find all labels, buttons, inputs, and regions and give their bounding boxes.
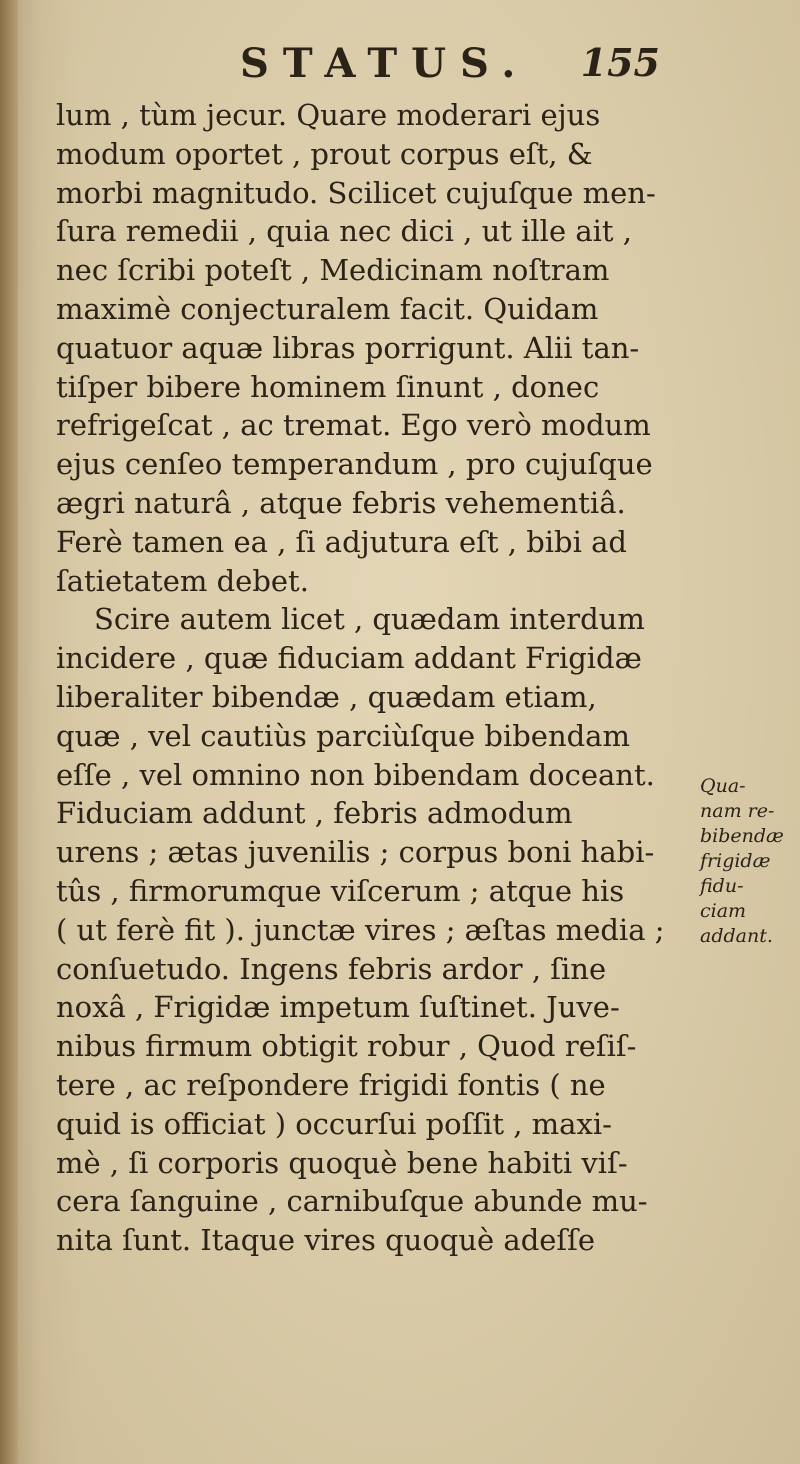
marginal-note-line: ciam (700, 900, 747, 922)
marginal-note-line: nam re- (700, 800, 775, 822)
text-line: Ferè tamen ea , ſi adjutura eſt , bibi ad (56, 524, 627, 559)
text-line: quæ , vel cautiùs parciùſque bibendam (56, 718, 630, 753)
text-line: noxâ , Frigidæ impetum ſuſtinet. Juve- (56, 990, 620, 1025)
page-header (240, 40, 660, 90)
marginal-note-line: Qua- (700, 775, 746, 797)
text-line: eſſe , vel omnino non bibendam doceant. (56, 757, 655, 792)
text-line: ejus cenſeo temperandum , pro cujuſque (56, 447, 653, 482)
text-line: urens ; ætas juvenilis ; corpus boni habi- (56, 835, 655, 870)
text-line: ſatietatem debet. (56, 563, 309, 598)
marginal-note-line: bibendæ (700, 825, 784, 847)
text-line: nec ſcribi poteſt , Medicinam noſtram (56, 253, 610, 288)
text-line: quid is officiat ) occurſui poſſit , maxi- (56, 1106, 612, 1141)
text-line: Fiduciam addunt , febris admodum (56, 796, 573, 831)
text-line: mè , ſi corporis quoquè bene habiti viſ- (56, 1145, 628, 1180)
text-line: maximè conjecturalem facit. Quidam (56, 291, 599, 326)
marginal-note-line: frigidæ (700, 850, 771, 872)
text-line: lum , tùm jecur. Quare moderari ejus (56, 98, 601, 132)
text-line: tere , ac reſpondere frigidi fontis ( ne (56, 1067, 606, 1102)
text-line: refrigeſcat , ac tremat. Ego verò modum (56, 408, 651, 443)
text-line: ægri naturâ , atque febris vehementiâ. (56, 485, 626, 520)
text-line: cera ſanguine , carnibuſque abunde mu- (56, 1184, 648, 1219)
text-line: quatuor aquæ libras porrigunt. Alii tan- (56, 330, 640, 365)
page-number: 155 (580, 40, 660, 85)
paragraph-start-line: Scire autem licet , quædam interdum (94, 602, 645, 637)
text-line: nita ſunt. Itaque vires quoquè adeſſe (56, 1223, 596, 1258)
marginal-note-line: fidu- (700, 875, 744, 897)
text-line: morbi magnitudo. Scilicet cujuſque men- (56, 175, 656, 210)
page-gutter (0, 0, 18, 1464)
text-line: ( ut ferè fit ). junctæ vires ; æſtas media ; (56, 912, 665, 947)
text-line: conſuetudo. Ingens febris ardor , ſine (56, 951, 607, 986)
body-text (56, 96, 696, 1260)
text-line: ſura remedii , quia nec dici , ut ille ait , (56, 214, 632, 249)
text-line: tiſper bibere hominem ſinunt , donec (56, 369, 600, 404)
marginal-note (700, 774, 800, 949)
marginal-note-line: addant. (700, 925, 773, 947)
text-line: nibus firmum obtigit robur , Quod reſiſ- (56, 1029, 637, 1064)
text-line: incidere , quæ fiduciam addant Frigidæ (56, 641, 642, 676)
text-line: liberaliter bibendæ , quædam etiam, (56, 679, 597, 714)
text-line: modum oportet , prout corpus eſt, & (56, 136, 593, 171)
text-line: tûs , firmorumque viſcerum ; atque his (56, 873, 625, 908)
running-head: STATUS. (240, 40, 530, 87)
